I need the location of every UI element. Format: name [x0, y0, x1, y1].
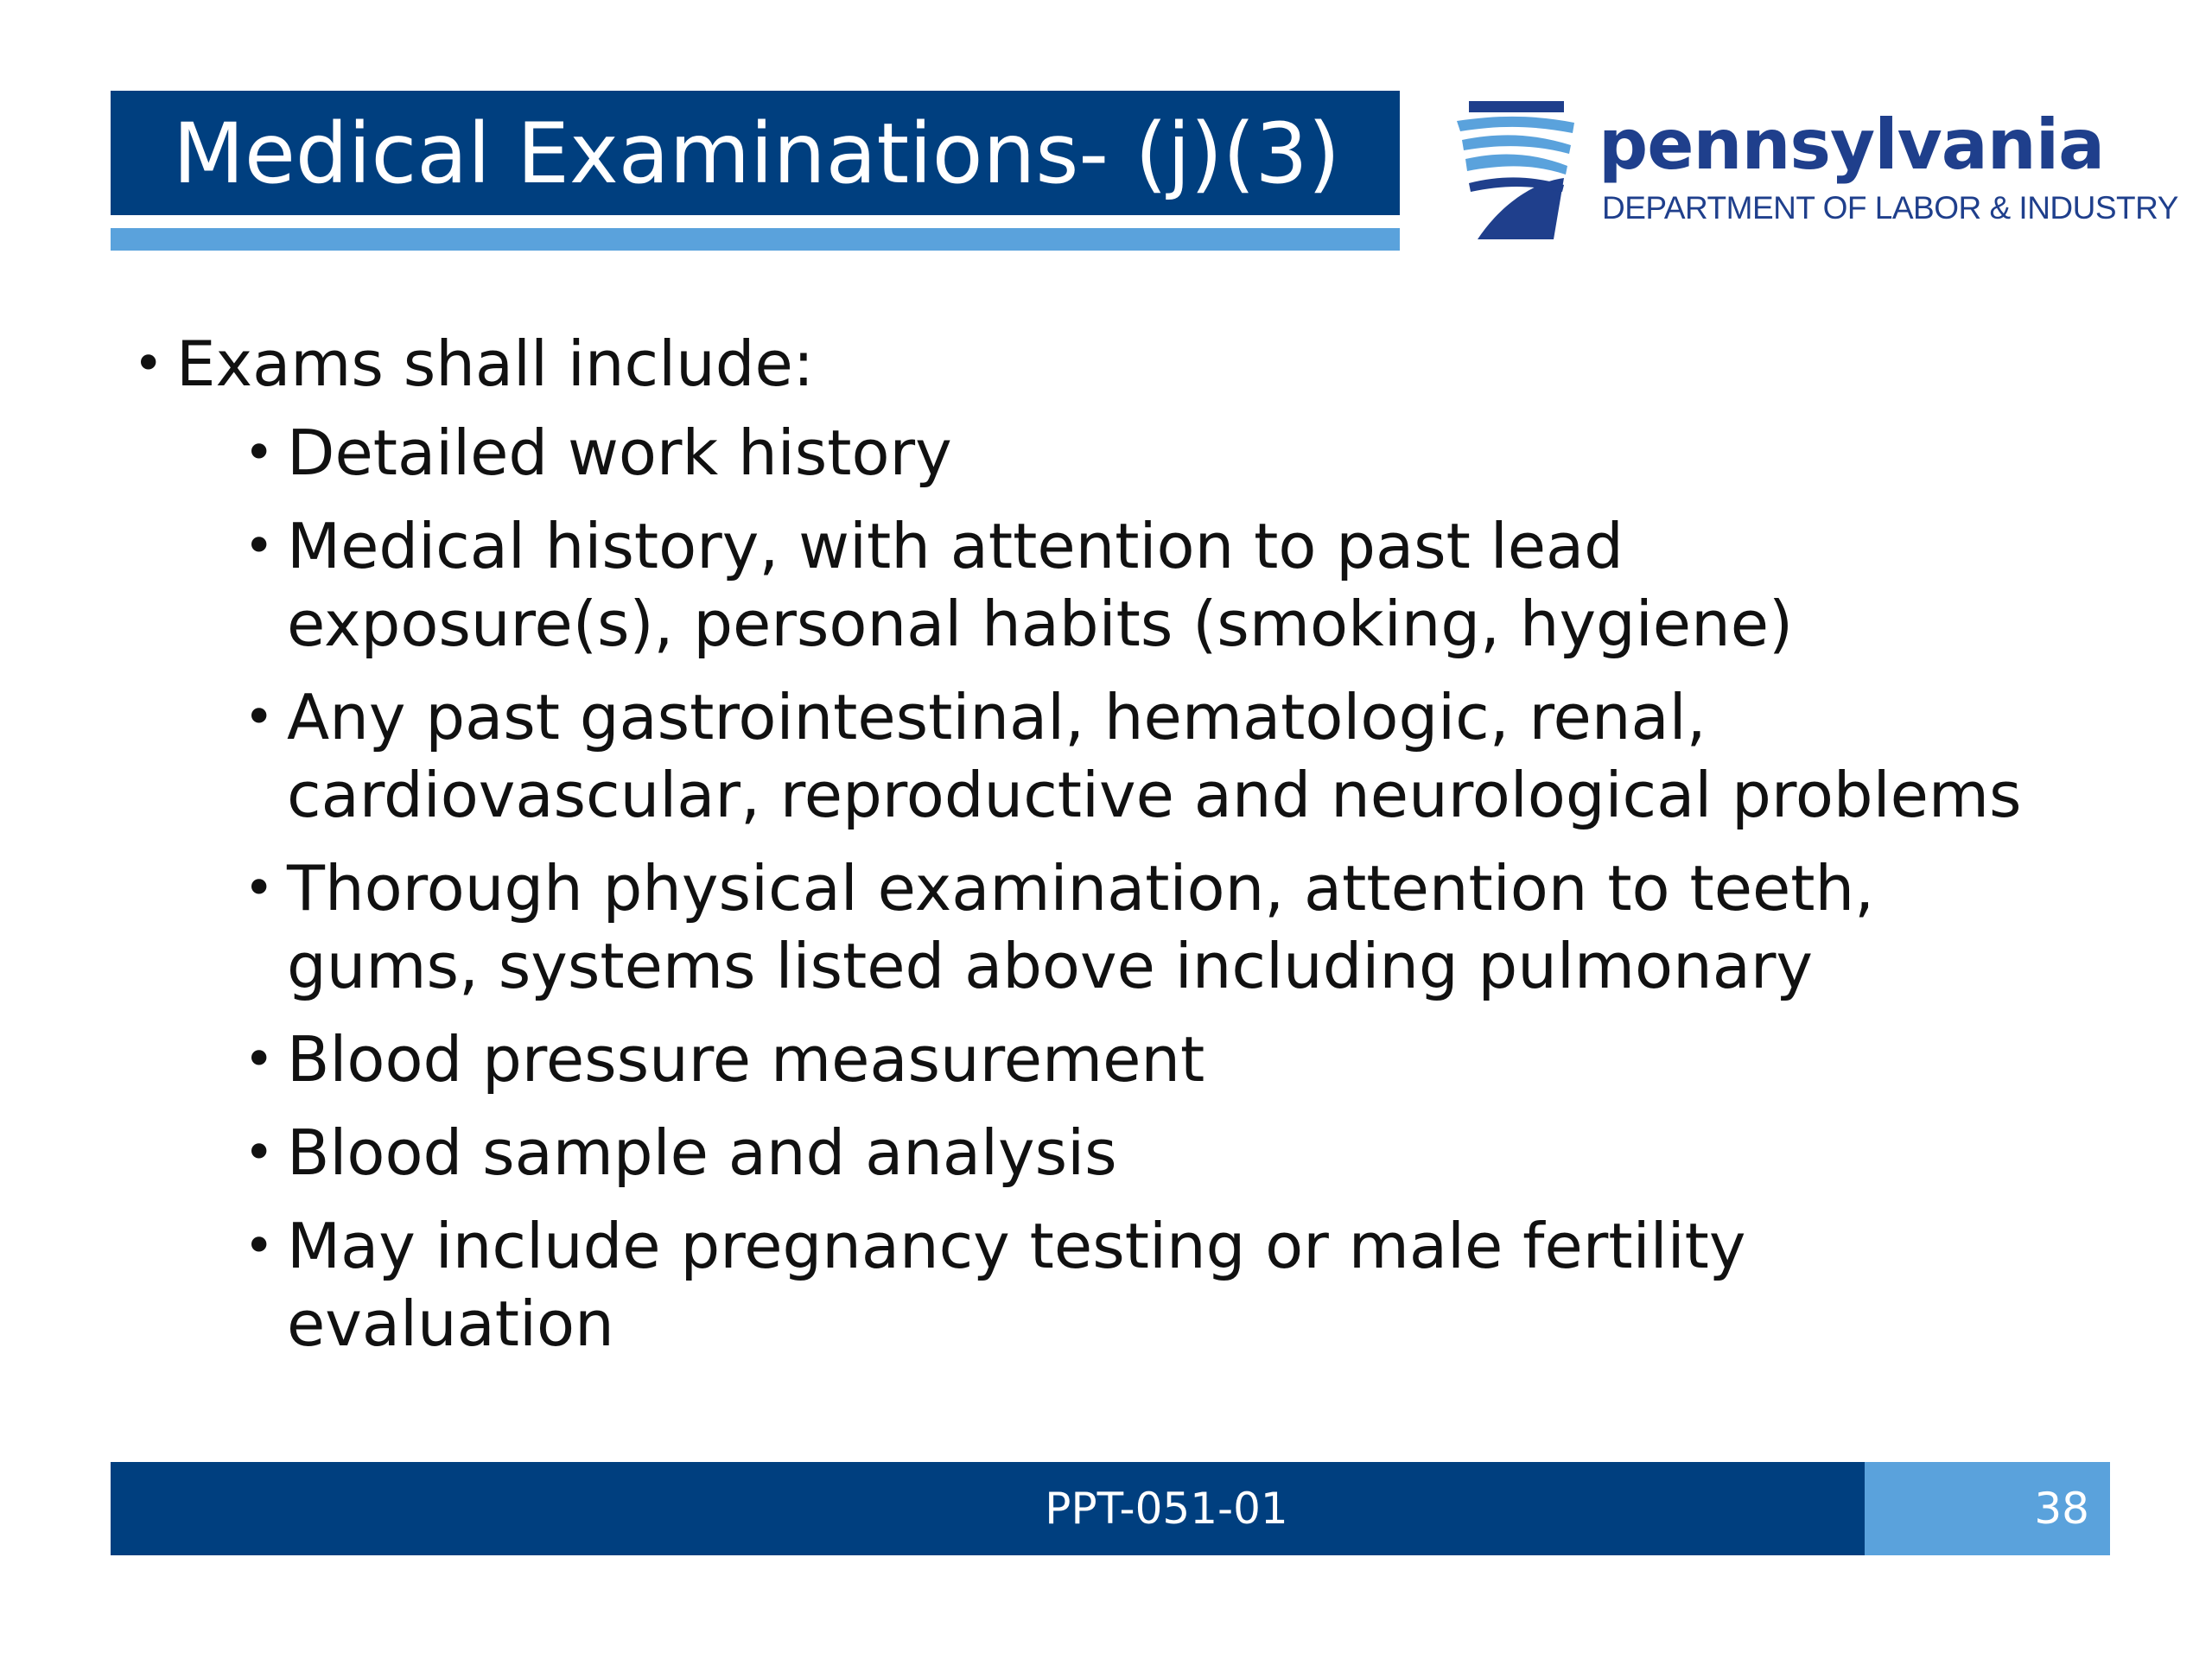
list-item — [240, 678, 2117, 834]
list-item — [240, 507, 2117, 663]
bullet-icon: • — [133, 334, 164, 394]
bullet-icon: • — [244, 687, 275, 747]
heading-text: Exams shall include: — [176, 327, 815, 400]
bullet-heading — [130, 324, 2117, 404]
list-item-text: Medical history, with attention to past lead exposure(s), personal habits (smoking, hygiene) — [287, 510, 1794, 660]
list-item-text: Any past gastrointestinal, hematologic, renal, cardiovascular, reproductive and neurological problems — [287, 681, 2022, 831]
slide-title: Medical Examinations- (j)(3) — [173, 105, 1341, 202]
list-item — [240, 1207, 2117, 1363]
list-item-text: Detailed work history — [287, 416, 952, 489]
pa-logo — [1443, 97, 2178, 244]
logo-name: pennsylvania — [1599, 105, 2105, 185]
list-item-text: Thorough physical examination, attention to teeth, gums, systems listed above including pulmonary — [287, 852, 1875, 1002]
list-item — [240, 1020, 2117, 1098]
list-item-text: May include pregnancy testing or male fertility evaluation — [287, 1210, 1746, 1360]
bullet-icon: • — [244, 1216, 275, 1276]
page-number: 38 — [2034, 1484, 2089, 1534]
bullet-icon: • — [244, 423, 275, 483]
logo-department: DEPARTMENT OF LABOR & INDUSTRY — [1602, 190, 2178, 226]
bullet-icon: • — [244, 1122, 275, 1183]
keystone-icon — [1443, 97, 1590, 244]
bullet-icon: • — [244, 858, 275, 918]
list-item — [240, 414, 2117, 492]
bullet-icon: • — [244, 516, 275, 576]
bullet-icon: • — [244, 1029, 275, 1090]
slide-content — [130, 324, 2117, 1378]
list-item-text: Blood sample and analysis — [287, 1116, 1117, 1189]
list-item — [240, 849, 2117, 1005]
title-underline — [111, 228, 1400, 251]
footer-code: PPT-051-01 — [1045, 1484, 1288, 1534]
list-item-text: Blood pressure measurement — [287, 1023, 1205, 1096]
list-item — [240, 1114, 2117, 1192]
